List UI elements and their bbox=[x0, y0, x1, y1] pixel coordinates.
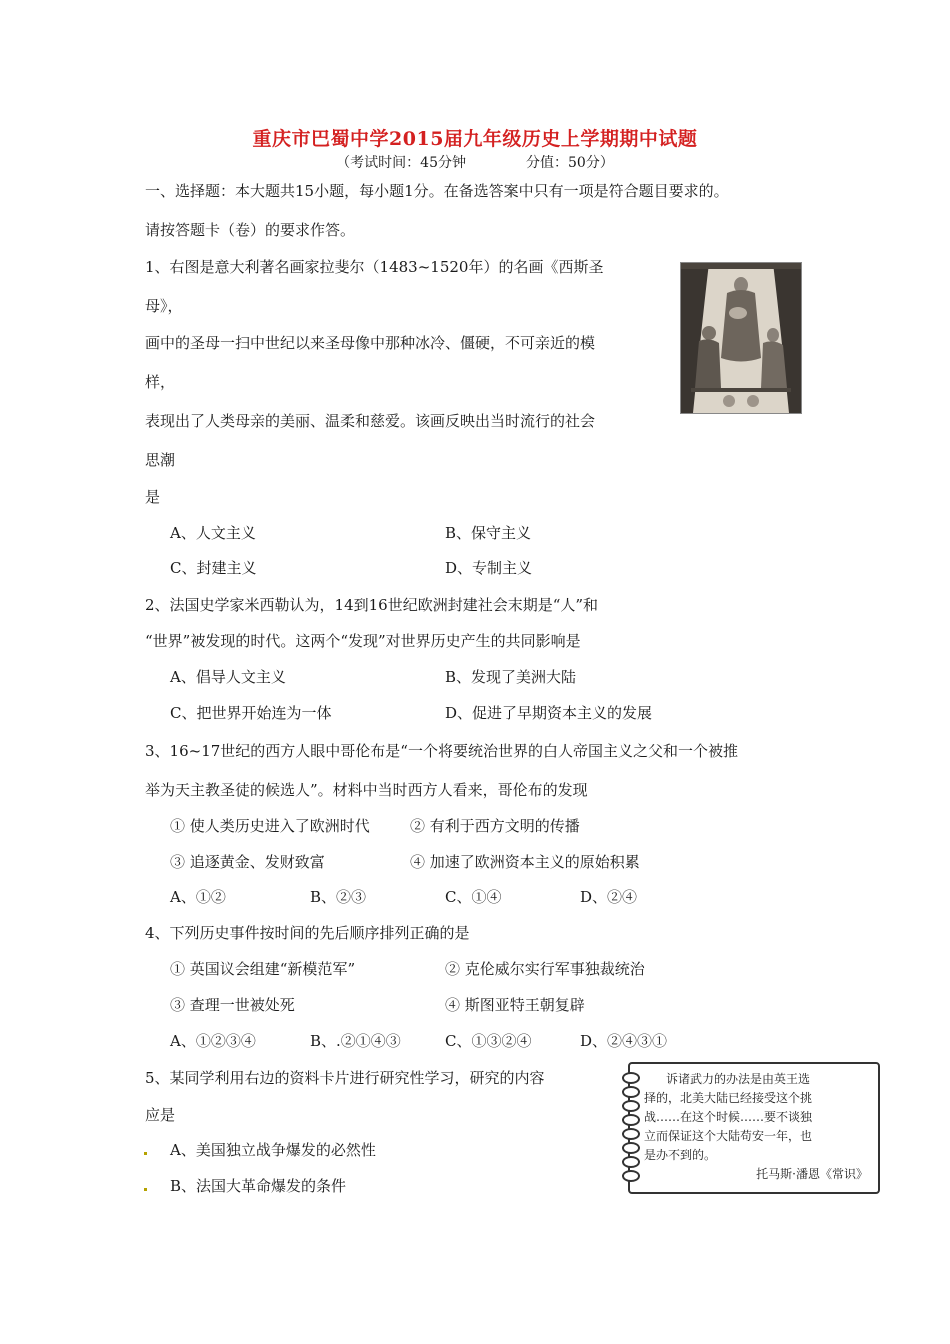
stray-mark bbox=[144, 1152, 147, 1155]
q4-line: 4、下列历史事件按时间的先后顺序排列正确的是 bbox=[145, 924, 470, 942]
spiral-ring bbox=[622, 1072, 640, 1084]
q1-option-b: B、保守主义 bbox=[445, 524, 532, 542]
q3-item-4: ④ 加速了欧洲资本主义的原始积累 bbox=[410, 853, 640, 871]
spiral-ring bbox=[622, 1100, 640, 1112]
q3-line: 3、16~17世纪的西方人眼中哥伦布是“一个将要统治世界的白人帝国主义之父和一个被推 bbox=[145, 742, 738, 760]
q1-line: 母》， bbox=[145, 297, 183, 315]
instructions-line-2: 请按答题卡（卷）的要求作答。 bbox=[145, 221, 356, 239]
q1-line: 表现出了人类母亲的美丽、温柔和慈爱。该画反映出当时流行的社会 bbox=[145, 412, 596, 430]
exam-info bbox=[0, 152, 950, 172]
q3-item-1: ① 使人类历史进入了欧洲时代 bbox=[170, 817, 370, 835]
sistine-madonna-painting bbox=[680, 262, 802, 414]
q4-item-3: ③ 查理一世被处死 bbox=[170, 996, 295, 1014]
q2-line: 2、法国史学家米西勒认为，14到16世纪欧洲封建社会末期是“人”和 bbox=[145, 596, 599, 614]
q2-option-b: B、发现了美洲大陆 bbox=[445, 668, 577, 686]
card-line: 诉诸武力的办法是由英王选 bbox=[666, 1072, 811, 1086]
q5-line: 5、某同学利用右边的资料卡片进行研究性学习，研究的内容 bbox=[145, 1069, 545, 1087]
q1-line: 1、右图是意大利著名画家拉斐尔（1483~1520年）的名画《西斯圣 bbox=[145, 258, 604, 276]
q1-line: 画中的圣母一扫中世纪以来圣母像中那种冰冷、僵硬，不可亲近的模 bbox=[145, 334, 596, 352]
card-line: 是办不到的。 bbox=[644, 1148, 717, 1162]
q3-item-2: ② 有利于西方文明的传播 bbox=[410, 817, 580, 835]
spiral-ring bbox=[622, 1142, 640, 1154]
q4-item-2: ② 克伦威尔实行军事独裁统治 bbox=[445, 960, 645, 978]
q1-option-d: D、专制主义 bbox=[445, 559, 533, 577]
q3-option-c: C、①④ bbox=[445, 888, 502, 906]
q2-option-a: A、倡导人文主义 bbox=[170, 668, 286, 686]
card-line: 战……在这个时候……要不谈独 bbox=[644, 1110, 813, 1124]
q3-option-a: A、①② bbox=[170, 888, 226, 906]
spiral-ring bbox=[622, 1128, 640, 1140]
card-line: 择的，北美大陆已经接受这个挑 bbox=[644, 1091, 813, 1105]
exam-score: 分值：50分） bbox=[526, 155, 614, 171]
q4-item-1: ① 英国议会组建“新模范军” bbox=[170, 960, 356, 978]
page-title: 重庆市巴蜀中学2015届九年级历史上学期期中试题 bbox=[252, 128, 698, 150]
q1-line: 样， bbox=[145, 373, 176, 391]
q4-option-a: A、①②③④ bbox=[170, 1032, 256, 1050]
q2-line: “世界”被发现的时代。这两个“发现”对世界历史产生的共同影响是 bbox=[145, 632, 581, 650]
q1-line: 是 bbox=[145, 488, 161, 506]
stray-mark bbox=[144, 1188, 147, 1191]
q1-option-c: C、封建主义 bbox=[170, 559, 257, 577]
q4-option-b: B、.②①④③ bbox=[310, 1032, 401, 1050]
reference-card bbox=[628, 1062, 880, 1194]
q3-item-3: ③ 追逐黄金、发财致富 bbox=[170, 853, 325, 871]
instructions-line-1: 一、选择题：本大题共15小题，每小题1分。在备选答案中只有一项是符合题目要求的。 bbox=[145, 182, 729, 200]
q5-option-b: B、法国大革命爆发的条件 bbox=[170, 1177, 347, 1195]
q2-option-c: C、把世界开始连为一体 bbox=[170, 704, 332, 722]
card-line: 立而保证这个大陆苟安一年，也 bbox=[644, 1129, 813, 1143]
q3-option-b: B、②③ bbox=[310, 888, 367, 906]
q3-line: 举为天主教圣徒的候选人”。材料中当时西方人看来，哥伦布的发现 bbox=[145, 781, 588, 799]
spiral-ring bbox=[622, 1170, 640, 1182]
card-source: 托马斯·潘恩《常识》 bbox=[756, 1167, 868, 1181]
spiral-ring bbox=[622, 1156, 640, 1168]
q2-option-d: D、促进了早期资本主义的发展 bbox=[445, 704, 653, 722]
spiral-ring bbox=[622, 1086, 640, 1098]
q4-option-d: D、②④③① bbox=[580, 1032, 668, 1050]
q5-line: 应是 bbox=[145, 1106, 176, 1124]
q1-option-a: A、人文主义 bbox=[170, 524, 256, 542]
q5-option-a: A、美国独立战争爆发的必然性 bbox=[170, 1141, 376, 1159]
exam-time: （考试时间：45分钟 bbox=[336, 155, 466, 171]
q4-option-c: C、①③②④ bbox=[445, 1032, 532, 1050]
spiral-ring bbox=[622, 1114, 640, 1126]
q3-option-d: D、②④ bbox=[580, 888, 638, 906]
q4-item-4: ④ 斯图亚特王朝复辟 bbox=[445, 996, 585, 1014]
q1-line: 思潮 bbox=[145, 451, 176, 469]
